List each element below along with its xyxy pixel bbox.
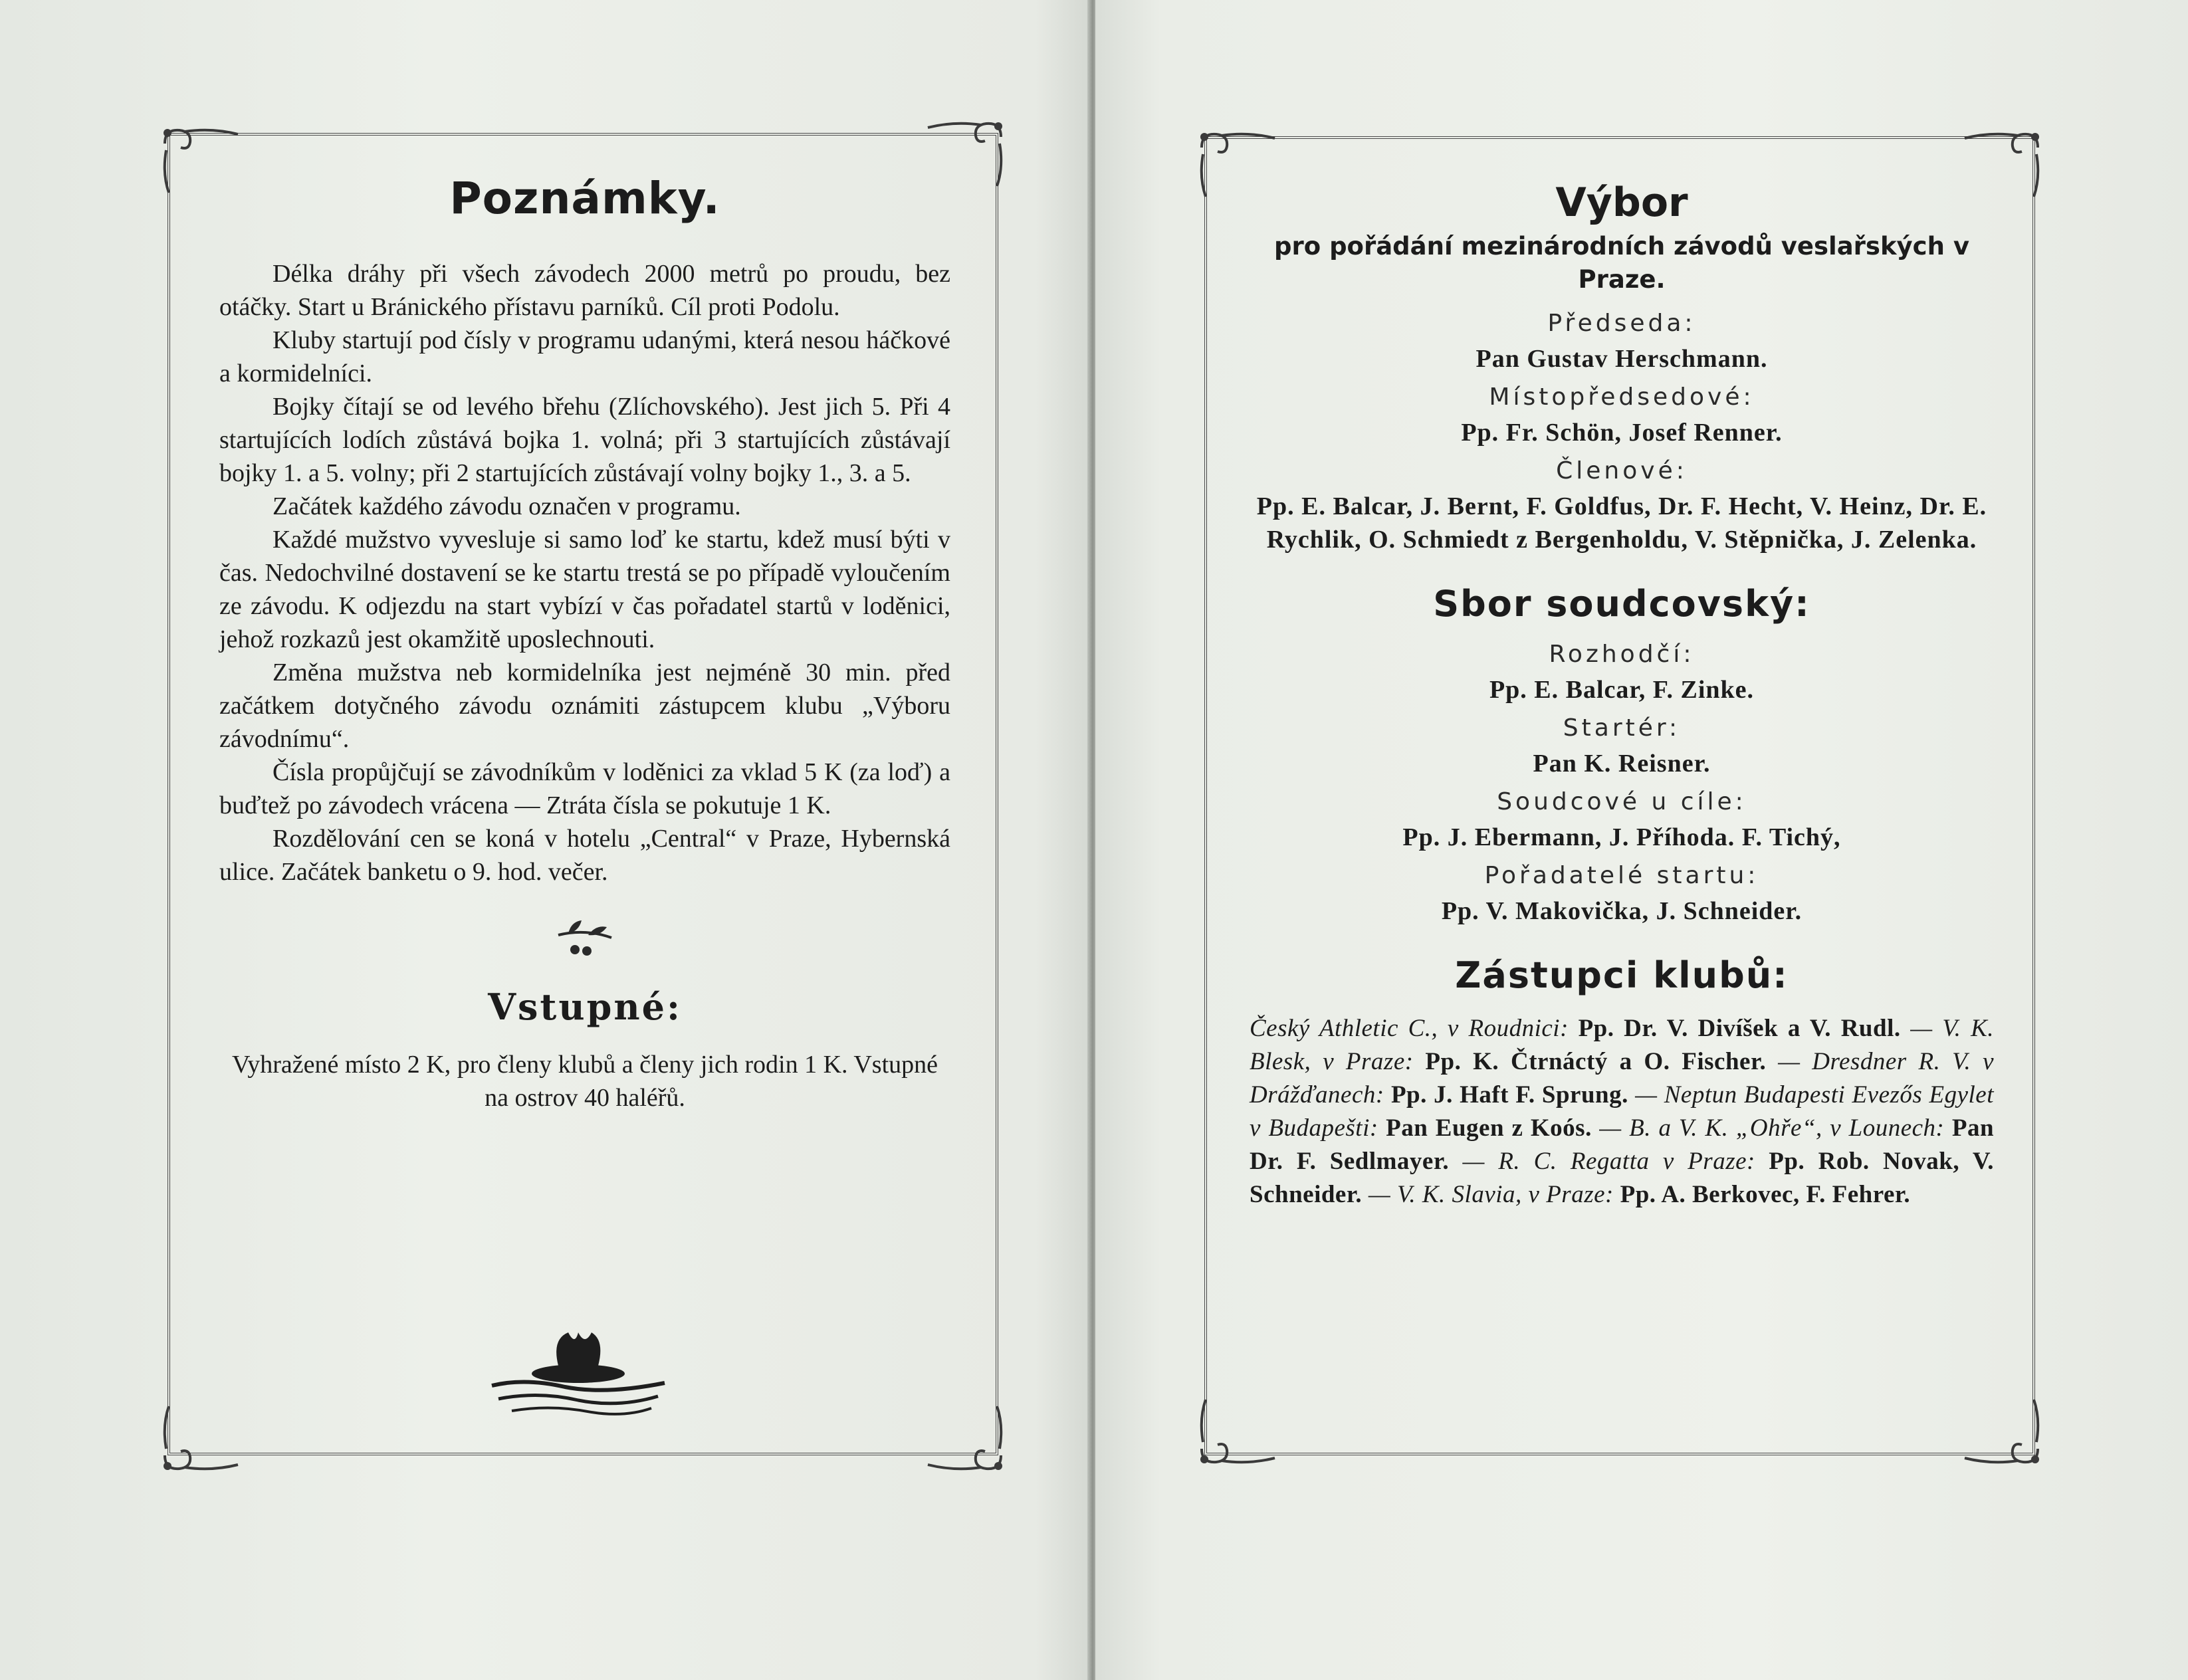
notes-section <box>219 173 950 1114</box>
club-rep-names: Pan Dr. F. Sedlmayer. <box>1250 1114 1995 1175</box>
left-page <box>0 0 1090 1680</box>
club-rep-names: Pp. Rob. Novak, V. Schneider. <box>1250 1148 1995 1208</box>
start-organizers-label: Pořadatelé startu: <box>1484 862 1759 889</box>
note-paragraph: Změna mužstva neb kormidelníka jest nejméně 30 min. před začátkem dotyčného závodu oznámiti zástupcem klubu „Výboru závodnímu“. <box>219 659 950 753</box>
note-paragraph: Začátek každého závodu označen v programu. <box>273 492 741 520</box>
club-name: Český Athletic C., v Roudnici: <box>1250 1015 1569 1042</box>
finish-judges-label: Soudcové u cíle: <box>1497 788 1747 815</box>
committee-section <box>1250 179 1994 1211</box>
club-rep-names: Pp. Dr. V. Divíšek a V. Rudl. <box>1578 1015 1901 1042</box>
club-name: — Neptun Budapesti Evezős Egylet v Budapešti: <box>1250 1081 1995 1142</box>
finish-judges-names: Pp. J. Ebermann, J. Příhoda. F. Tichý, <box>1402 823 1841 851</box>
note-paragraph: Rozdělování cen se koná v hotelu „Central“ v Praze, Hybernská ulice. Začátek banketu o 9. hod. večer. <box>219 825 950 886</box>
vice-chairmen-names: Pp. Fr. Schön, Josef Renner. <box>1461 419 1783 447</box>
note-paragraph: Kluby startují pod čísly v programu udanými, která nesou háčkové a kormidelníci. <box>219 326 950 387</box>
chairman-label: Předseda: <box>1547 310 1696 337</box>
admission-title: Vstupné: <box>488 986 682 1028</box>
club-name: — Dresdner R. V. v Drážďanech: <box>1250 1048 1994 1108</box>
note-paragraph: Bojky čítají se od levého břehu (Zlíchovského). Jest jich 5. Při 4 startujících lodích zůstává bojka 1. volná; při 3 startujících zůstávají bojky 1. a 5. volny; při 2 startujících zůstávají volny bojky 1., 3. a 5. <box>219 393 950 487</box>
corner-ornament-icon <box>158 1402 245 1475</box>
notes-title: Poznámky. <box>449 173 720 224</box>
club-representatives <box>1250 1012 1994 1211</box>
umpire-label: Rozhodčí: <box>1549 641 1695 668</box>
corner-ornament-icon <box>921 1402 1008 1475</box>
start-organizers-names: Pp. V. Makovička, J. Schneider. <box>1441 897 1803 925</box>
admission-text: Vyhražené místo 2 K, pro členy klubů a členy jich rodin 1 K. Vstupné na ostrov 40 haléřů. <box>231 1051 938 1112</box>
note-paragraph: Každé mužstvo vyvesluje si samo loď ke startu, kdež musí býti v čas. Nedochvilné dostavení se ke startu trestá se po případě vyloučením ze závodu. K odjezdu na start vybízí v čas pořadatel startů v loděnici, jehož rozkazů jest okamžitě uposlechnouti. <box>219 526 950 653</box>
club-name: — R. C. Regatta v Praze: <box>1462 1148 1755 1175</box>
note-paragraph: Délka dráhy při všech závodech 2000 metrů po proudu, bez otáčky. Start u Bránického přístavu parníků. Cíl proti Podolu. <box>219 260 950 321</box>
club-name: — B. a V. K. „Ohře“, v Lounech: <box>1599 1114 1945 1142</box>
note-paragraph: Čísla propůjčují se závodníkům v loděnici za vklad 5 K (za loď) a buďtež po závodech vrácena — Ztráta čísla se pokutuje 1 K. <box>219 758 950 819</box>
corner-ornament-icon <box>1195 1396 1281 1469</box>
club-rep-names: Pp. K. Čtrnáctý a O. Fischer. <box>1425 1048 1767 1075</box>
vice-chairmen-label: Místopředsedové: <box>1489 383 1755 411</box>
club-rep-names: Pan Eugen z Koós. <box>1386 1114 1592 1142</box>
starter-label: Startér: <box>1563 714 1681 742</box>
chairman-name: Pan Gustav Herschmann. <box>1476 345 1768 373</box>
judges-title: Sbor soudcovský: <box>1433 583 1810 625</box>
club-rep-names: Pp. A. Berkovec, F. Fehrer. <box>1620 1181 1911 1208</box>
club-name: — V. K. Blesk, v Praze: <box>1250 1015 1995 1075</box>
club-reps-title: Zástupci klubů: <box>1455 954 1789 996</box>
members-label: Členové: <box>1556 457 1688 484</box>
committee-title: Výbor <box>1555 179 1688 226</box>
committee-subtitle: pro pořádání mezinárodních závodů veslařských v Praze. <box>1274 232 1969 294</box>
members-names: Pp. E. Balcar, J. Bernt, F. Goldfus, Dr. F. Hecht, V. Heinz, Dr. E. Rychlik, O. Schmiedt z Bergenholdu, V. Stěpnička, J. Zelenka. <box>1256 492 1987 554</box>
umpire-names: Pp. E. Balcar, F. Zinke. <box>1489 676 1755 704</box>
corner-ornament-icon <box>1958 1396 2044 1469</box>
leaf-ornament-icon <box>555 915 615 962</box>
starter-name: Pan K. Reisner. <box>1533 750 1711 778</box>
club-name: — V. K. Slavia, v Praze: <box>1368 1181 1614 1208</box>
club-rep-names: Pp. J. Haft F. Sprung. <box>1390 1081 1628 1108</box>
water-lily-ornament-icon <box>485 1326 671 1425</box>
